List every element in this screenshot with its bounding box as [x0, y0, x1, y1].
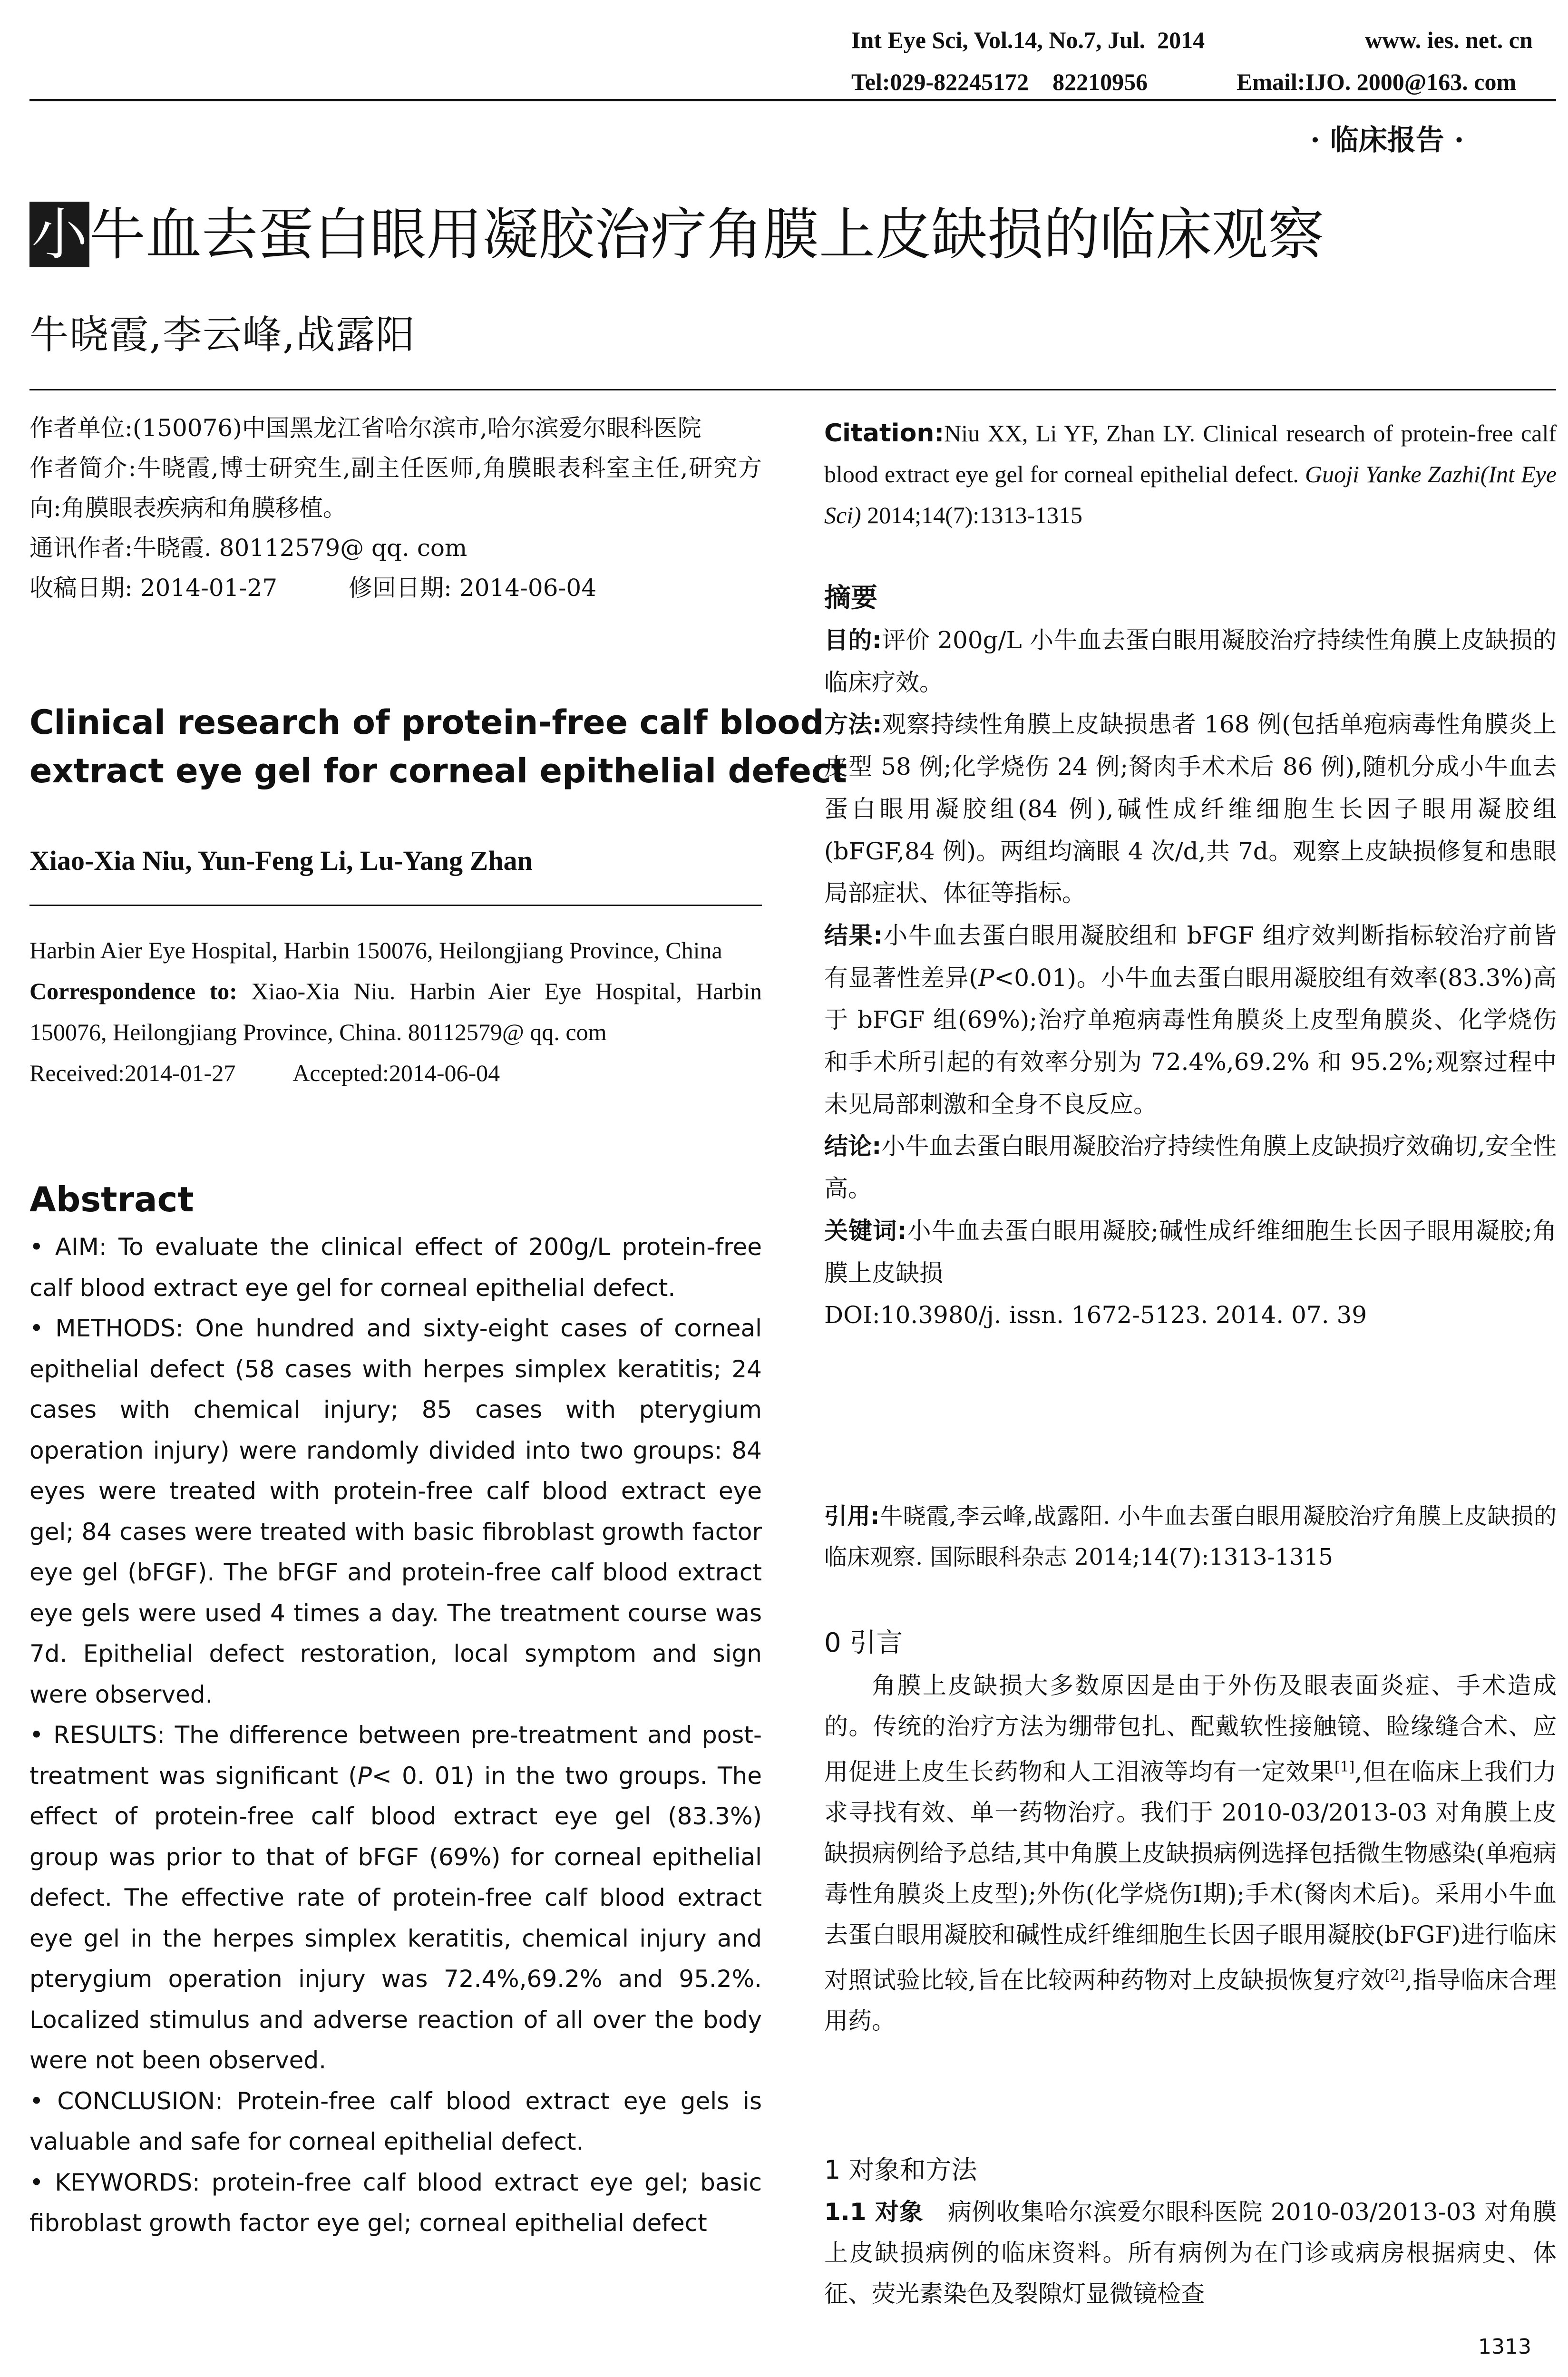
authors-cn: 牛晓霞,李云峰,战露阳	[29, 312, 416, 358]
revised-date-cn: 修回日期: 2014-06-04	[349, 574, 597, 602]
abstract-cn-methods: 方法:观察持续性角膜上皮缺损患者 168 例(包括单疱病毒性角膜炎上皮型 58 例;化学烧伤 24 例;胬肉手术术后 86 例),随机分成小牛血去蛋白眼用凝胶组(84 例),碱性成纤维细胞生长因子眼用凝胶组(bFGF,84 例)。两组均滴眼 4 次/d,共 7d。观察上皮缺损修复和患眼局部症状、体征等指标。	[824, 711, 1557, 907]
authors-rule	[29, 389, 1556, 390]
title-marker: 小	[29, 202, 89, 267]
abstract-heading-cn: 摘要	[824, 583, 877, 614]
title-text: 牛血去蛋白眼用凝胶治疗角膜上皮缺损的临床观察	[89, 202, 1325, 267]
abstract-en-conclusion: • CONCLUSION: Protein-free calf blood extract eye gels is valuable and safe for corneal epithelial defect.	[29, 2081, 762, 2163]
abstract-cn-results: 结果:小牛血去蛋白眼用凝胶组和 bFGF 组疗效判断指标较治疗前皆有显著性差异(P<0.01)。小牛血去蛋白眼用凝胶组有效率(83.3%)高于 bFGF 组(69%);治疗单疱病毒性角膜炎上皮型角膜炎、化学烧伤和手术所引起的有效率分别为 72.4%,69.2% 和 95.2%;观察过程中未见局部刺激和全身不良反应。	[824, 921, 1557, 1118]
journal-info: Int Eye Sci, Vol.14, No.7, Jul. 2014	[851, 27, 1205, 53]
citation-issue: 2014;14(7):1313-1315	[867, 502, 1082, 528]
journal-website: www. ies. net. cn	[1365, 27, 1533, 53]
intro-text: 角膜上皮缺损大多数原因是由于外伤及眼表面炎症、手术造成的。传统的治疗方法为绷带包扎、配戴软性接触镜、睑缘缝合术、应用促进上皮生长药物和人工泪液等均有一定效果[1],但在临床上我们力求寻找有效、单一药物治疗。我们于 2010-03/2013-03 对角膜上皮缺损病例给予总结,其中角膜上皮缺损病例选择包括微生物感染(单疱病毒性角膜炎上皮型);外伤(化学烧伤Ⅰ期);手术(胬肉术后)。采用小牛血去蛋白眼用凝胶和碱性成纤维细胞生长因子眼用凝胶(bFGF)进行临床对照试验比较,旨在比较两种药物对上皮缺损恢复疗效[2],指导临床合理用药。	[824, 1672, 1557, 2035]
intro-heading: 0 引言	[824, 1627, 903, 1658]
correspondence-label-en: Correspondence to:	[29, 978, 237, 1004]
page-number: 1313	[1478, 2335, 1531, 2359]
abstract-en-methods: • METHODS: One hundred and sixty-eight cases of corneal epithelial defect (58 cases with herpes simplex keratitis; 24 cases with chemical injury; 85 cases with pterygium operation injury) were randomly divided into two groups: 84 eyes were treated with protein-free calf blood extract eye gel; 84 cases were treated with basic fibroblast growth factor eye gel (bFGF). The bFGF and protein-free calf blood extract eye gels were used 4 times a day. The treatment course was 7d. Epithelial defect restoration, local symptom and sign were observed.	[29, 1308, 762, 1715]
abstract-en	[29, 1227, 762, 2244]
received-date-en: Received:2014-01-27	[29, 1060, 236, 1086]
methods-sub-label: 1.1 对象	[824, 2198, 924, 2226]
author-intro: 作者简介:牛晓霞,博士研究生,副主任医师,角膜眼表科室主任,研究方向:角膜眼表疾病和角膜移植。	[29, 454, 762, 522]
abstract-cn-conclusion: 结论:小牛血去蛋白眼用凝胶治疗持续性角膜上皮缺损疗效确切,安全性高。	[824, 1132, 1557, 1203]
cite-cn-label: 引用:	[824, 1503, 880, 1529]
abstract-cn	[824, 619, 1557, 1336]
cite-cn-text: 牛晓霞,李云峰,战露阳. 小牛血去蛋白眼用凝胶治疗角膜上皮缺损的临床观察. 国际眼科杂志 2014;14(7):1313-1315	[824, 1503, 1557, 1570]
journal-tel: Tel:029-82245172 82210956	[851, 68, 1148, 95]
header-rule	[29, 99, 1556, 101]
ref-1[interactable]: [1]	[1334, 1759, 1355, 1775]
abstract-cn-doi: DOI:10.3980/j. issn. 1672-5123. 2014. 07. 39	[824, 1301, 1367, 1329]
author-info-cn	[29, 408, 762, 608]
methods-text: 1.1 对象 病例收集哈尔滨爱尔眼科医院 2010-03/2013-03 对角膜上皮缺损病例的临床资料。所有病例为在门诊或病房根据病史、体征、荧光素染色及裂隙灯显微镜检查	[824, 2198, 1557, 2308]
affiliation-en: Harbin Aier Eye Hospital, Harbin 150076, Heilongjiang Province, China	[29, 937, 722, 964]
abstract-heading-en: Abstract	[29, 1179, 194, 1219]
ref-2[interactable]: [2]	[1384, 1967, 1405, 1984]
authors-en: Xiao-Xia Niu, Yun-Feng Li, Lu-Yang Zhan	[29, 845, 533, 876]
title-en	[29, 698, 847, 795]
author-unit: 作者单位:(150076)中国黑龙江省哈尔滨市,哈尔滨爱尔眼科医院	[29, 414, 701, 442]
abstract-en-aim: • AIM: To evaluate the clinical effect of 200g/L protein-free calf blood extract eye gel for corneal epithelial defect.	[29, 1227, 762, 1308]
title-en-line-2: extract eye gel for corneal epithelial defect	[29, 751, 847, 790]
abstract-en-keywords: • KEYWORDS: protein-free calf blood extract eye gel; basic fibroblast growth factor eye gel; corneal epithelial defect	[29, 2163, 762, 2244]
accepted-date-en: Accepted:2014-06-04	[292, 1060, 500, 1086]
abstract-cn-keywords: 关键词:小牛血去蛋白眼用凝胶;碱性成纤维细胞生长因子眼用凝胶;角膜上皮缺损	[824, 1217, 1557, 1287]
abstract-en-results: • RESULTS: The difference between pre-treatment and post-treatment was significant (P< 0. 01) in the two groups. The effect of protein-free calf blood extract eye gel (83.3%) group was prior to that of bFGF (69%) for corneal epithelial defect. The effective rate of protein-free calf blood extract eye gel in the herpes simplex keratitis, chemical injury and pterygium operation injury was 72.4%,69.2% and 95.2%. Localized stimulus and adverse reaction of all over the body were not been observed.	[29, 1715, 762, 2081]
author-correspondence: 通讯作者:牛晓霞. 80112579@ qq. com	[29, 534, 467, 562]
citation-label: Citation:	[824, 419, 945, 448]
citation-block	[824, 413, 1557, 536]
correspondence-text-en: Xiao-Xia Niu. Harbin Aier Eye Hospital, Harbin 150076, Heilongjiang Province, China. 80112579@ qq. com	[29, 978, 762, 1045]
authors-en-rule	[29, 905, 762, 906]
cite-cn	[824, 1496, 1557, 1578]
citation-text: Niu XX, Li YF, Zhan LY. Clinical research of protein-free calf blood extract eye gel for corneal epithelial defect.	[824, 420, 1557, 487]
methods-heading: 1 对象和方法	[824, 2155, 977, 2185]
title-en-line-1: Clinical research of protein-free calf blood	[29, 703, 824, 742]
citation-journal: Guoji Yanke Zazhi(Int Eye Sci)	[824, 461, 1557, 528]
page-title	[29, 199, 1324, 270]
received-date-cn: 收稿日期: 2014-01-27	[29, 574, 278, 602]
abstract-cn-aim: 目的:评价 200g/L 小牛血去蛋白眼用凝胶治疗持续性角膜上皮缺损的临床疗效。	[824, 626, 1557, 696]
affiliation-block-en	[29, 930, 762, 1093]
section-label: · 临床报告 ·	[1310, 124, 1464, 157]
journal-email: Email:IJO. 2000@163. com	[1237, 68, 1517, 95]
